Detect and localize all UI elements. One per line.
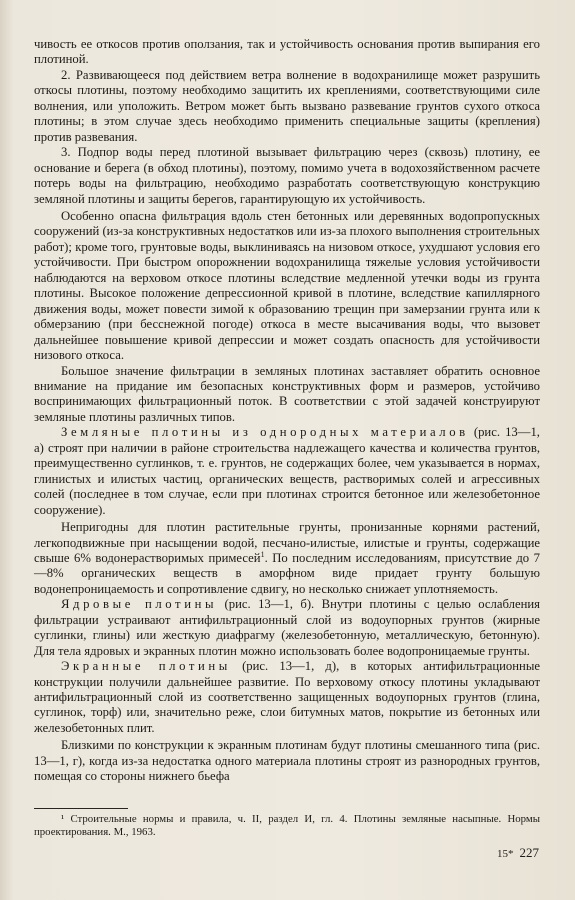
paragraph-7-text: Непригодны для плотин растительные грунты, пронизанные корнями растений, легкоподвижные при насыщении водой, песчано-илистые, илистые и грунты, содержащие свыше 6% водонерастворимых примесей <box>34 520 540 565</box>
paragraph-6-text: (рис. 13—1, а) строят при наличии в районе строительства надлежащего качества и количества грунтов, преимущественно суглинков, т. е. грунтов, не содержащих более, чем указывается в нормах, глинистых и илистых частиц, органических веществ, растворимых солей и агрессивных солей (последнее в том случае, если при плотинах строится бетонное или железобетонное сооружение). <box>34 425 540 517</box>
spaced-heading-homogeneous: Земляные плотины из однородных материалов <box>61 425 469 440</box>
paragraph-1: чивость ее откосов против оползания, так и устойчивость основания против выпирания его плотиной. <box>34 37 540 67</box>
paragraph-core-dams <box>34 597 540 659</box>
spaced-heading-core: Ядровые плотины <box>61 597 218 612</box>
paragraph-2: 2. Развивающееся под действием ветра волнение в водохранилище может разрушить откосы плотины, поэтому необходимо защитить их креплениями, соответствующими силе волнения, или уположить. Ветром может быть вызвано развевание грунтов сухого откоса плотины; в этом случае здесь необходимо применить специальные защиты (крепления) против развевания. <box>34 67 540 144</box>
paragraph-9-text: (рис. 13—1, д), в которых антифильтрационные конструкции получили дальнейшее развитие. По верховому откосу плотины укладывают антифильтрационный слой из соответственно защищенных водоупорных грунтов (глина, суглинок, торф) или, значительно реже, слои битумных матов, покрытие из бетонных или железобетонных плит. <box>34 659 540 735</box>
paragraph-homogeneous-dams <box>34 425 540 518</box>
paragraph-3: 3. Подпор воды перед плотиной вызывает фильтрацию через (сквозь) плотину, ее основание и берега (в обход плотины), поэтому, помимо учета в водохозяйственном расчете потерь воды на фильтрацию, необходимо разработать соответствующую конструкцию земляной плотины и защиты берегов, гарантирующую их устойчивость. <box>34 145 540 206</box>
footnote-ref[interactable]: 1 <box>260 549 265 559</box>
paragraph-unsuitable-soils <box>34 520 540 597</box>
signature-mark: 15* <box>497 848 514 860</box>
paragraph-8-text: (рис. 13—1, б). Внутри плотины с целью ослабления фильтрации устраивают антифильтрационный слой из водоупорных грунтов (жирные суглинки, глины) или жесткую диафрагму (железобетонную, металлическую, бетонную). Для тела ядровых и экранных плотин можно использовать более водопроницаемые грунты. <box>34 597 541 658</box>
paragraph-7-rest: . По последним исследованиям, присутствие до 7—8% органических веществ в аморфном виде придает грунту большую водонепроницаемость и сопротивление сдвигу, но несколько снижает уплотняемость. <box>34 550 540 596</box>
paragraph-screen-dams <box>34 659 540 736</box>
spaced-heading-screen: Экранные плотины <box>61 659 231 674</box>
footnote-divider <box>34 808 128 809</box>
footnote-text: ¹ Строительные нормы и правила, ч. II, раздел И, гл. 4. Плотины земляные насыпные. Нормы проектирования. М., 1963. <box>34 813 540 839</box>
paragraph-4: Особенно опасна фильтрация вдоль стен бетонных или деревянных водопропускных сооружений (из-за конструктивных недостатков или из-за плохого выполнения строительных работ); кроме того, грунтовые воды, выклиниваясь на низовом откосе, ухудшают условия его устойчивости. При быстром опорожнении водохранилища тяжелые условия устойчивости наблюдаются на верховом откосе плотины вследствие медленной утечки воды из грунта плотины. Высокое положение депрессионной кривой в плотине, вследствие капиллярного движения воды, может повести зимой к образованию трещин при замерзании грунта или к обмерзанию (при бесснежной погоде) откоса в месте высачивания воды, что вызовет дальнейшее повышение кривой депрессии и может создать опасность для устойчивости низового откоса. <box>34 208 540 363</box>
page-number: 227 <box>519 845 539 860</box>
paragraph-5: Большое значение фильтрации в земляных плотинах заставляет обратить основное внимание на придание им безопасных конструктивных форм и размеров, устойчиво воспринимающих фильтрационный поток. В соответствии с этой задачей конструируют земляные плотины различных типов. <box>34 363 540 424</box>
page-body <box>34 37 540 785</box>
page-folio <box>497 845 539 861</box>
footnote <box>34 813 540 840</box>
paragraph-mixed-dams: Близкими по конструкции к экранным плотинам будут плотины смешанного типа (рис. 13—1, г), когда из-за недостатка одного материала плотины строят из разнородных грунтов, помещая со стороны нижнего бьефа <box>34 738 540 784</box>
